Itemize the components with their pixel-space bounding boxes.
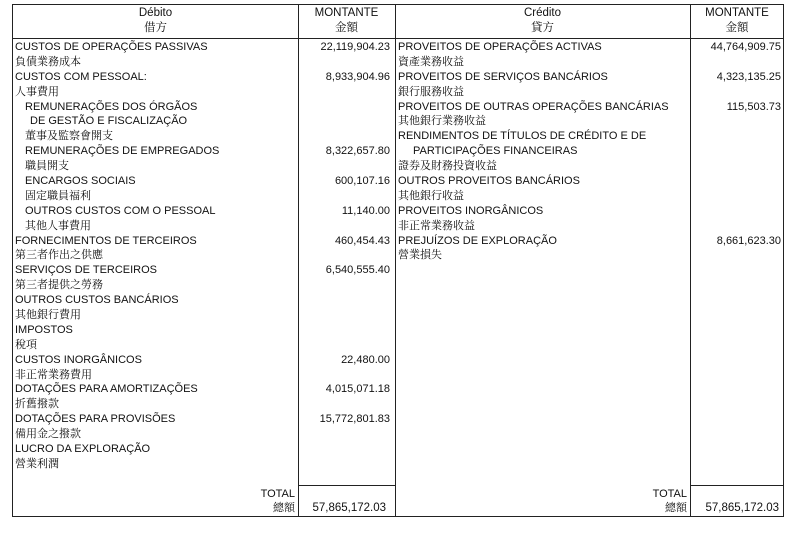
credit-row <box>398 114 688 129</box>
credit-row-label: PROVEITOS DE OPERAÇÕES ACTIVAS <box>398 41 602 53</box>
debit-row <box>15 248 298 263</box>
debit-amount: 460,454.43 <box>334 234 390 247</box>
credit-row <box>398 248 688 263</box>
debit-row <box>15 338 298 353</box>
debit-row-label: 備用金之撥款 <box>15 428 81 441</box>
credit-amount-cell <box>690 40 781 55</box>
debit-row-label: REMUNERAÇÕES DOS ÓRGÃOS <box>25 100 198 113</box>
debit-header <box>13 6 298 36</box>
debit-row-label: FORNECIMENTOS DE TERCEIROS <box>15 234 197 247</box>
credit-row <box>398 55 688 70</box>
debit-row <box>15 353 298 368</box>
debit-row-label: 營業利潤 <box>15 457 59 470</box>
debit-row <box>15 397 298 412</box>
credit-row-label: 其他銀行收益 <box>398 189 464 202</box>
debit-row-label: DE GESTÃO E FISCALIZAÇÃO <box>30 115 188 128</box>
debit-row-label: 董事及監察會開支 <box>25 130 113 143</box>
credit-row <box>398 204 688 219</box>
credit-row <box>398 189 688 204</box>
credit-amount: 4,323,135.25 <box>716 70 781 83</box>
debit-row <box>15 293 298 308</box>
debit-amount-cell <box>298 159 390 174</box>
debit-row <box>15 219 298 234</box>
debit-amount-cell <box>298 248 390 263</box>
debit-row-label: CUSTOS COM PESSOAL: <box>15 70 147 83</box>
debit-amount-cell <box>298 293 390 308</box>
credit-amount-cell <box>690 55 781 70</box>
debit-header-zh: 借方 <box>144 22 167 34</box>
debit-row-label: 第三者作出之供應 <box>15 249 103 262</box>
debit-amount: 15,772,801.83 <box>319 413 390 426</box>
debit-amount-cell <box>298 55 390 70</box>
column-divider <box>395 5 396 516</box>
debit-row-label: SERVIÇOS DE TERCEIROS <box>15 264 158 277</box>
debit-amount-cell <box>298 144 390 159</box>
debit-row <box>15 323 298 338</box>
montante-header-zh: 金額 <box>335 22 358 34</box>
debit-row-label: OUTROS CUSTOS BANCÁRIOS <box>15 294 179 307</box>
debit-header-en: Débito <box>138 7 173 19</box>
credit-row-label: PREJUÍZOS DE EXPLORAÇÃO <box>398 234 557 247</box>
debit-row <box>15 144 298 159</box>
credit-row <box>398 100 688 115</box>
montante-header-en: MONTANTE <box>705 7 769 19</box>
credit-row-label: 資產業務收益 <box>398 55 464 68</box>
credit-amount-cell <box>690 174 781 189</box>
debit-row <box>15 159 298 174</box>
debit-row <box>15 100 298 115</box>
debit-row-label: 固定職員福利 <box>25 189 91 202</box>
debit-row-label: 人事費用 <box>15 85 59 98</box>
debit-row <box>15 70 298 85</box>
debit-row-label: 職員開支 <box>25 160 69 173</box>
debit-amount: 8,322,657.80 <box>325 145 390 158</box>
credit-amount-cell <box>690 159 781 174</box>
debit-amount: 22,480.00 <box>341 353 390 366</box>
debit-row <box>15 114 298 129</box>
debit-amount: 6,540,555.40 <box>325 264 390 277</box>
debit-amount-cell <box>298 263 390 278</box>
credit-row <box>398 219 688 234</box>
credit-row-label: 證券及財務投資收益 <box>398 160 497 173</box>
account-statement-table <box>12 4 784 517</box>
credit-row <box>398 85 688 100</box>
debit-row-label: 負債業務成本 <box>15 55 81 68</box>
credit-row <box>398 234 688 249</box>
debit-row <box>15 55 298 70</box>
credit-row-label: PROVEITOS INORGÂNICOS <box>398 204 544 217</box>
debit-amount-cell <box>298 40 390 55</box>
credit-amount-cell <box>690 70 781 85</box>
debit-row <box>15 382 298 397</box>
debit-row-label: 非正常業務費用 <box>15 368 92 381</box>
credit-amount-cell <box>690 114 781 129</box>
credit-label-list <box>398 40 688 263</box>
debit-row-label: LUCRO DA EXPLORAÇÃO <box>15 443 151 456</box>
debit-amount: 22,119,904.23 <box>320 41 390 53</box>
montante-header-zh: 金額 <box>725 22 749 34</box>
debit-amount-header <box>298 6 395 36</box>
debit-amount-cell <box>298 412 390 427</box>
debit-amount-cell <box>298 323 390 338</box>
credit-amount-header <box>690 6 784 36</box>
debit-row-label: REMUNERAÇÕES DE EMPREGADOS <box>25 145 220 158</box>
debit-total-label <box>213 487 295 515</box>
debit-row <box>15 442 298 457</box>
debit-row <box>15 457 298 472</box>
debit-row <box>15 204 298 219</box>
debit-amount-cell <box>298 368 390 383</box>
credit-header-en: Crédito <box>523 7 562 19</box>
credit-amount-cell <box>690 248 781 263</box>
debit-row-label: 第三者提供之勞務 <box>15 279 103 292</box>
debit-row <box>15 129 298 144</box>
debit-amount-cell <box>298 308 390 323</box>
credit-total-amount: 57,865,172.03 <box>705 502 779 514</box>
debit-row-label: 折舊撥款 <box>15 398 59 411</box>
debit-row <box>15 427 298 442</box>
debit-amount-cell <box>298 397 390 412</box>
total-label-zh: 總額 <box>273 502 295 514</box>
credit-amount-cell <box>690 219 781 234</box>
debit-amount-cell <box>298 442 390 457</box>
debit-row <box>15 40 298 55</box>
debit-row <box>15 412 298 427</box>
debit-row-label: 稅項 <box>15 338 37 351</box>
header-divider <box>13 38 783 39</box>
debit-amount-cell <box>298 85 390 100</box>
debit-row-label: 其他人事費用 <box>25 219 91 232</box>
credit-amount-cell <box>690 189 781 204</box>
total-rule <box>298 485 395 486</box>
debit-amount: 8,933,904.96 <box>325 70 390 83</box>
debit-row-label: IMPOSTOS <box>15 323 73 336</box>
credit-row <box>398 144 688 159</box>
debit-amount-cell <box>298 457 390 472</box>
total-rule <box>690 485 784 486</box>
debit-amount-cell <box>298 382 390 397</box>
debit-amount-cell <box>298 100 390 115</box>
debit-row-label: DOTAÇÕES PARA AMORTIZAÇÕES <box>15 383 198 396</box>
debit-row-label: OUTROS CUSTOS COM O PESSOAL <box>25 204 216 217</box>
credit-amount: 115,503.73 <box>726 100 781 113</box>
credit-amount: 44,764,909.75 <box>710 41 781 53</box>
debit-amount-cell <box>298 353 390 368</box>
debit-row-label: CUSTOS INORGÂNICOS <box>15 353 142 366</box>
debit-row <box>15 368 298 383</box>
credit-total-label <box>603 487 687 515</box>
credit-amount: 8,661,623.30 <box>716 234 781 247</box>
debit-amount: 4,015,071.18 <box>325 383 390 396</box>
debit-total-amount: 57,865,172.03 <box>312 502 386 514</box>
credit-row-label: OUTROS PROVEITOS BANCÁRIOS <box>398 175 580 188</box>
total-label-en: TOTAL <box>260 488 295 500</box>
debit-amount-list <box>298 40 390 472</box>
credit-header <box>395 6 690 36</box>
debit-row-label: ENCARGOS SOCIAIS <box>25 175 136 188</box>
debit-amount-cell <box>298 219 390 234</box>
credit-row <box>398 40 688 55</box>
credit-amount-list <box>690 40 781 263</box>
debit-amount-cell <box>298 70 390 85</box>
credit-row-label: 營業損失 <box>398 249 442 262</box>
credit-amount-cell <box>690 234 781 249</box>
debit-amount-cell <box>298 129 390 144</box>
debit-amount-cell <box>298 114 390 129</box>
credit-row <box>398 174 688 189</box>
debit-row-label: DOTAÇÕES PARA PROVISÕES <box>15 413 176 426</box>
debit-amount-cell <box>298 234 390 249</box>
debit-row <box>15 189 298 204</box>
debit-row <box>15 278 298 293</box>
debit-amount-cell <box>298 427 390 442</box>
debit-row <box>15 85 298 100</box>
debit-row <box>15 174 298 189</box>
credit-row-label: 其他銀行業務收益 <box>398 115 486 128</box>
debit-amount-cell <box>298 338 390 353</box>
credit-header-zh: 貸方 <box>531 22 554 34</box>
credit-amount-cell <box>690 144 781 159</box>
debit-amount-cell <box>298 278 390 293</box>
debit-row-label: 其他銀行費用 <box>15 309 81 322</box>
credit-row <box>398 129 688 144</box>
credit-row-label: 銀行服務收益 <box>398 85 464 98</box>
credit-row-label: PROVEITOS DE OUTRAS OPERAÇÕES BANCÁRIAS <box>398 100 669 113</box>
credit-row-label: PARTICIPAÇÕES FINANCEIRAS <box>413 145 578 158</box>
debit-row <box>15 308 298 323</box>
debit-amount-cell <box>298 204 390 219</box>
debit-row <box>15 263 298 278</box>
debit-amount-cell <box>298 174 390 189</box>
credit-row-label: RENDIMENTOS DE TÍTULOS DE CRÉDITO E DE <box>398 130 647 143</box>
credit-row-label: PROVEITOS DE SERVIÇOS BANCÁRIOS <box>398 70 608 83</box>
debit-label-list <box>15 40 298 472</box>
debit-row <box>15 234 298 249</box>
credit-row <box>398 159 688 174</box>
credit-row <box>398 70 688 85</box>
total-label-zh: 總額 <box>665 502 687 514</box>
total-label-en: TOTAL <box>652 488 687 500</box>
debit-amount: 600,107.16 <box>334 175 390 188</box>
credit-row-label: 非正常業務收益 <box>398 219 475 232</box>
credit-amount-cell <box>690 204 781 219</box>
debit-amount-cell <box>298 189 390 204</box>
credit-amount-cell <box>690 85 781 100</box>
credit-amount-cell <box>690 100 781 115</box>
debit-amount: 11,140.00 <box>341 204 390 217</box>
credit-amount-cell <box>690 129 781 144</box>
debit-row-label: CUSTOS DE OPERAÇÕES PASSIVAS <box>15 41 208 53</box>
montante-header-en: MONTANTE <box>314 7 379 19</box>
